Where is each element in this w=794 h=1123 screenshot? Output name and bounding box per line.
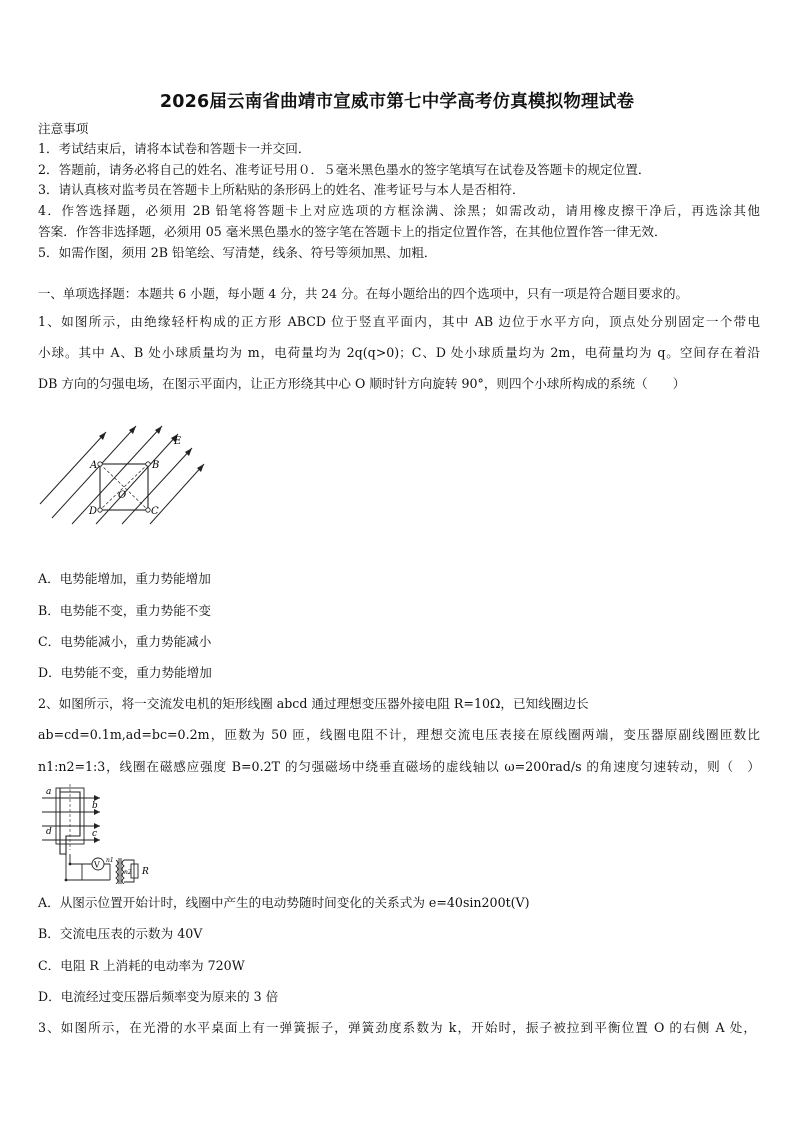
q2-generator-transformer-figure xyxy=(38,784,168,884)
notice-item: 5．如需作图，须用 2B 铅笔绘、写清楚，线条、符号等须加黑、加粗． xyxy=(38,245,437,260)
label-n2: n2 xyxy=(124,869,132,876)
q1-stem-line: 1、如图所示，由绝缘轻杆构成的正方形 ABCD 位于竖直平面内，其中 AB 边位于水平方向，顶点处分别固定一个带电 xyxy=(38,314,760,329)
q3-stem-line: 3、如图所示，在光滑的水平桌面上有一弹簧振子，弹簧劲度系数为 k，开始时，振子被拉到平衡位置 O 的右侧 A 处， xyxy=(38,1020,756,1035)
q1-option-c: C．电势能减小，重力势能减小 xyxy=(38,634,212,649)
label-a: a xyxy=(46,787,52,797)
q2-stem-line: n1:n2=1:3，线圈在磁感应强度 B=0.2T 的匀强磁场中绕垂直磁场的虚线轴以 ω=200rad/s 的角速度匀速转动，则（ ） xyxy=(38,759,760,774)
q1-option-b: B．电势能不变，重力势能不变 xyxy=(38,603,211,618)
notice-item: 答案．作答非选择题，必须用 05 毫米黑色墨水的签字笔在答题卡上的指定位置作答，在其他位置作答一律无效． xyxy=(38,224,667,239)
label-b: B xyxy=(152,460,160,471)
label-d: D xyxy=(89,506,98,517)
q1-stem-line: 小球。其中 A、B 处小球质量均为 m，电荷量均为 2q(q>0)；C、D 处小球质量均为 2m，电荷量均为 q。空间存在着沿 xyxy=(38,345,760,360)
notice-item: 4．作答选择题，必须用 2B 铅笔将答题卡上对应选项的方框涂满、涂黑；如需改动，请用橡皮擦干净后，再选涂其他 xyxy=(38,203,760,218)
label-voltmeter: V xyxy=(94,860,100,870)
q2-option-d: D．电流经过变压器后频率变为原来的 3 倍 xyxy=(38,989,279,1004)
notice-item: 2．答题前，请务必将自己的姓名、准考证号用０．５毫米黑色墨水的签字笔填写在试卷及答题卡的规定位置． xyxy=(38,162,651,177)
q2-stem-line: ab=cd=0.1m,ad=bc=0.2m，匝数为 50 匝，线圈电阻不计，理想交流电压表接在原线圈两端，变压器原副线圈匝数比 xyxy=(38,727,760,742)
label-b: b xyxy=(92,801,98,811)
q1-option-d: D．电势能不变，重力势能增加 xyxy=(38,665,212,680)
label-c: C xyxy=(151,506,159,517)
q2-option-b: B．交流电压表的示数为 40V xyxy=(38,926,203,941)
notice-heading: 注意事项 xyxy=(38,121,89,136)
label-o: O xyxy=(118,490,127,501)
notice-item: 3．请认真核对监考员在答题卡上所粘贴的条形码上的姓名、准考证号与本人是否相符． xyxy=(38,182,525,197)
label-d: d xyxy=(46,827,52,837)
q2-option-a: A．从图示位置开始计时，线圈中产生的电动势随时间变化的关系式为 e=40sin200t(V) xyxy=(38,895,530,910)
label-e: E xyxy=(174,436,182,447)
label-c: c xyxy=(92,829,98,839)
q1-electric-field-figure xyxy=(38,418,208,530)
q2-stem-line: 2、如图所示，将一交流发电机的矩形线圈 abcd 通过理想变压器外接电阻 R=10Ω，已知线圈边长 xyxy=(38,696,589,711)
label-r: R xyxy=(142,867,149,877)
page-title: 2026届云南省曲靖市宣威市第七中学高考仿真模拟物理试卷 xyxy=(159,92,635,112)
label-a: A xyxy=(90,460,98,471)
q2-option-c: C．电阻 R 上消耗的电动率为 720W xyxy=(38,958,245,973)
label-n1: n1 xyxy=(106,857,114,864)
q1-stem-line: DB 方向的匀强电场，在图示平面内，让正方形绕其中心 O 顺时针方向旋转 90°，则四个小球所构成的系统（ ） xyxy=(38,376,686,391)
notice-item: 1．考试结束后，请将本试卷和答题卡一并交回． xyxy=(38,141,311,156)
section-header: 一、单项选择题：本题共 6 小题，每小题 4 分，共 24 分。在每小题给出的四个选项中，只有一项是符合题目要求的。 xyxy=(38,286,688,301)
q1-option-a: A．电势能增加，重力势能增加 xyxy=(38,571,211,586)
